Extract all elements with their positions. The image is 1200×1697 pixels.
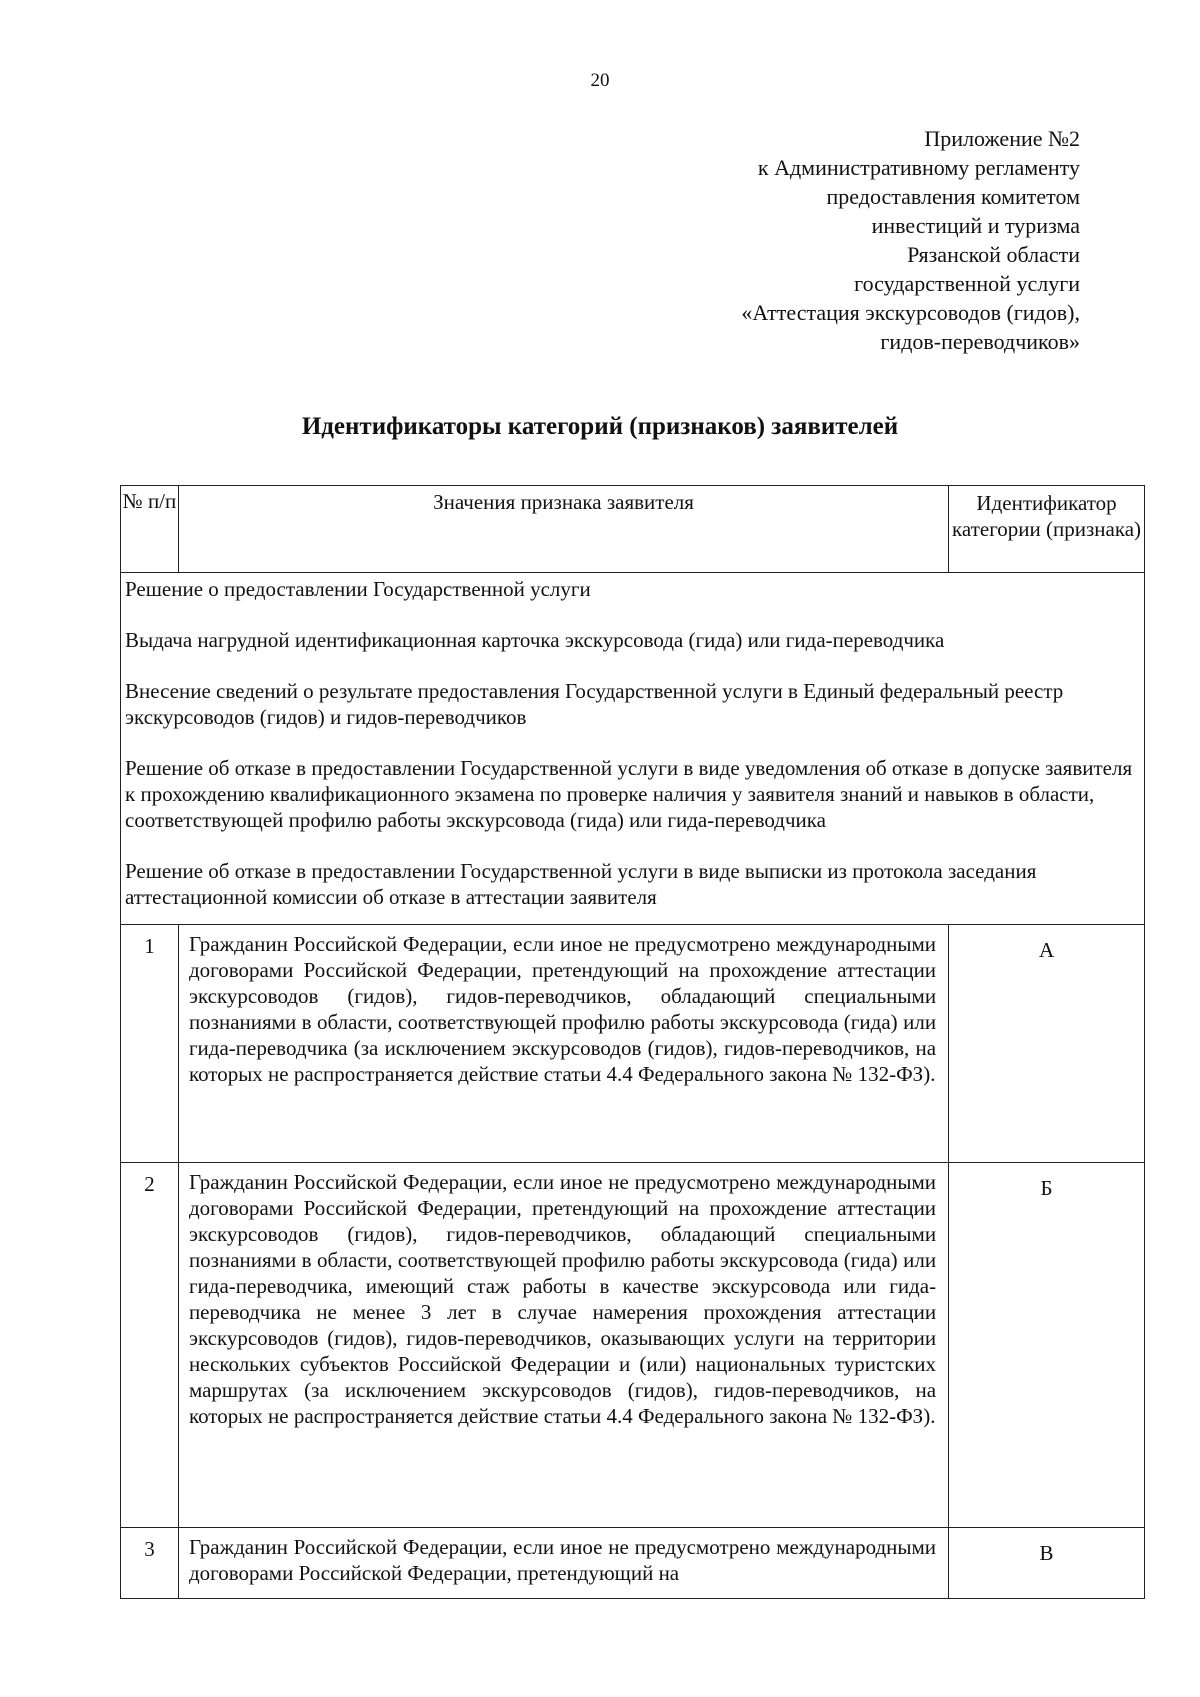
header-value: Значения признака заявителя (178, 486, 948, 573)
appendix-line: Приложение №2 (924, 126, 1080, 151)
header-num: № п/п (121, 486, 179, 573)
appendix-line: предоставления комитетом (826, 184, 1080, 209)
decisions-cell (121, 573, 1145, 925)
row-number: 1 (121, 925, 179, 1163)
header-identifier: Идентификатор категории (признака) (949, 486, 1145, 573)
row-value: Гражданин Российской Федерации, если иное не предусмотрено международными договорами Российской Федерации, претендующий на прохождение аттестации экскурсоводов (гидов), гидов-переводчиков, обладающий специальными познаниями в области, соответствующей профилю работы экскурсовода (гида) или гида-переводчика, имеющий стаж работы в качестве экскурсовода или гида-переводчика не менее 3 лет в случае намерения прохождения аттестации экскурсоводов (гидов), гидов-переводчиков, оказывающих услуги на территории нескольких субъектов Российской Федерации и (или) национальных туристских маршрутах (за исключением экскурсоводов (гидов), гидов-переводчиков, на которых не распространяется действие статьи 4.4 Федерального закона № 132-ФЗ). (178, 1163, 948, 1528)
row-identifier: Б (949, 1163, 1145, 1528)
applicant-categories-table (120, 485, 1145, 1599)
decisions-row (121, 573, 1145, 925)
decision-item: Выдача нагрудной идентификационная карточка экскурсовода (гида) или гида-переводчика (125, 628, 945, 652)
table-header-row (121, 486, 1145, 573)
row-number: 3 (121, 1528, 179, 1599)
table-row (121, 1528, 1145, 1599)
appendix-line: Рязанской области (907, 242, 1080, 267)
appendix-line: государственной услуги (854, 271, 1080, 296)
document-title: Идентификаторы категорий (признаков) заявителей (301, 413, 899, 440)
page-number: 20 (590, 70, 610, 91)
appendix-line: гидов-переводчиков» (880, 329, 1080, 354)
appendix-line: инвестиций и туризма (871, 213, 1080, 238)
decision-item: Внесение сведений о результате предоставления Государственной услуги в Единый федеральный реестр экскурсоводов (гидов) и гидов-переводчиков (125, 679, 1064, 729)
row-value: Гражданин Российской Федерации, если иное не предусмотрено международными договорами Российской Федерации, претендующий на прохождение аттестации экскурсоводов (гидов), гидов-переводчиков, обладающий специальными познаниями в области, соответствующей профилю работы экскурсовода (гида) или гида-переводчика (за исключением экскурсоводов (гидов), гидов-переводчиков, на которых не распространяется действие статьи 4.4 Федерального закона № 132-ФЗ). (178, 925, 948, 1163)
table-row (121, 925, 1145, 1163)
row-identifier: А (949, 925, 1145, 1163)
appendix-heading (480, 124, 1080, 356)
decision-item: Решение об отказе в предоставлении Государственной услуги в виде уведомления об отказе в допуске заявителя к прохождению квалификационного экзамена по проверке наличия у заявителя знаний и навыков в области, соответствующей профилю работы экскурсовода (гида) или гида-переводчика (125, 756, 1133, 832)
decision-item: Решение о предоставлении Государственной услуги (125, 577, 591, 601)
row-number: 2 (121, 1163, 179, 1528)
row-identifier: В (949, 1528, 1145, 1599)
appendix-line: к Административному регламенту (757, 155, 1080, 180)
decision-item: Решение об отказе в предоставлении Государственной услуги в виде выписки из протокола заседания аттестационной комиссии об отказе в аттестации заявителя (125, 859, 1037, 909)
row-value: Гражданин Российской Федерации, если иное не предусмотрено международными договорами Российской Федерации, претендующий на (178, 1528, 948, 1599)
appendix-line: «Аттестация экскурсоводов (гидов), (741, 300, 1080, 325)
table-row (121, 1163, 1145, 1528)
